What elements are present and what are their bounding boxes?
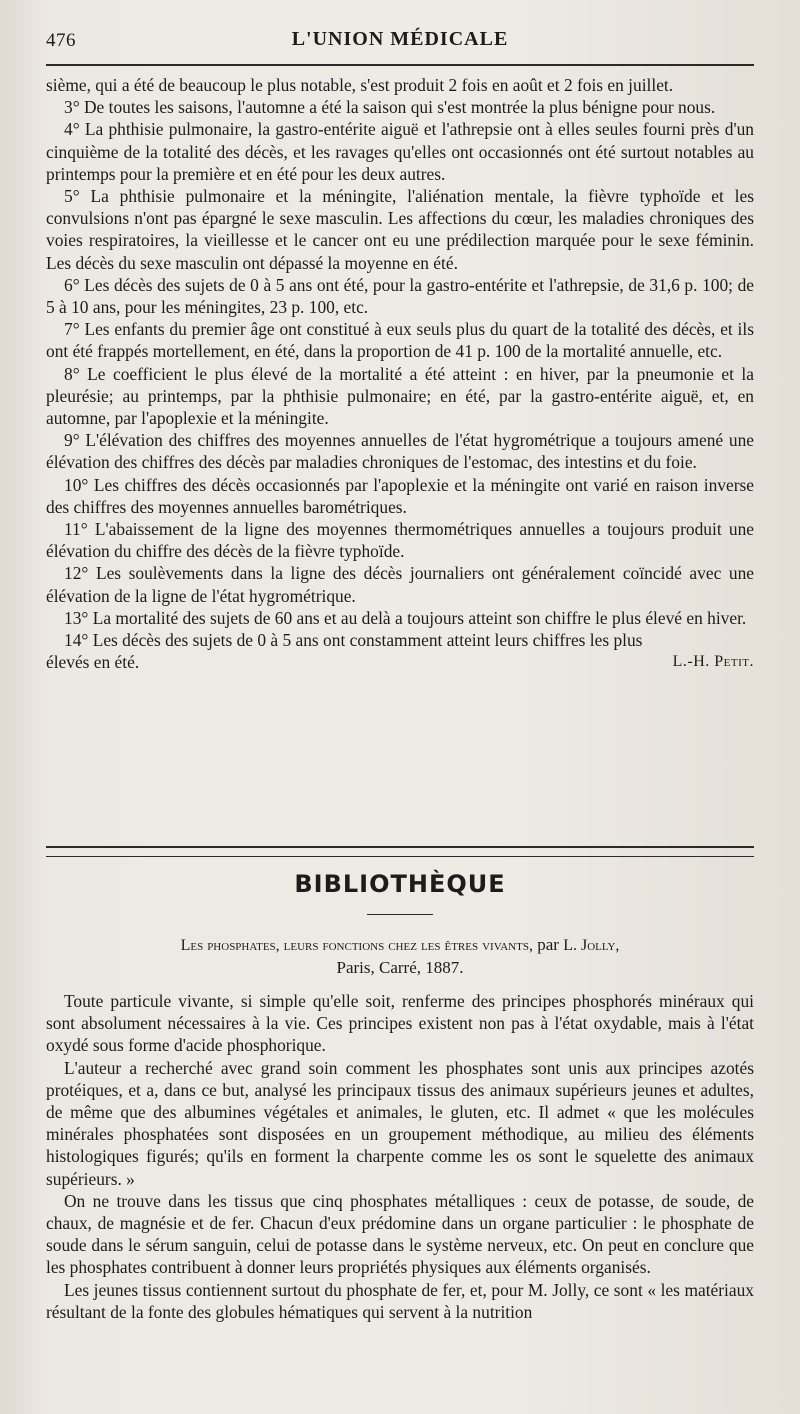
book-publication: Paris, Carré, 1887. xyxy=(336,958,464,977)
page-header xyxy=(46,24,754,56)
paragraph: 12° Les soulèvements dans la ligne des décès journaliers ont généralement coïncidé avec une élévation de la ligne de l'état hygrométrique. xyxy=(46,563,754,606)
paragraph: 9° L'élévation des chiffres des moyennes annuelles de l'état hygrométrique a toujours amené une élévation des chiffres des décès par maladies chroniques de l'estomac, des intestins et du foie. xyxy=(46,430,754,473)
header-rule xyxy=(46,64,754,66)
paragraph: 7° Les enfants du premier âge ont constitué à eux seuls plus du quart de la totalité des décès, et ils ont été frappés mortellement, en été, dans la proportion de 41 p. 100 de la mortalité annuelle, etc. xyxy=(46,319,754,362)
book-author: L. Jolly, xyxy=(563,937,620,954)
conclusions-section xyxy=(46,74,754,673)
book-reference xyxy=(46,934,754,979)
book-by: par xyxy=(537,935,559,954)
paragraph: 8° Le coefficient le plus élevé de la mortalité a été atteint : en hiver, par la pneumonie et la pleurésie; au printemps, par la phthisie pulmonaire; en été, par la gastro-entérite aiguë, et, en automne, par l'apoplexie et la méningite. xyxy=(46,363,754,429)
author-signature: L.-H. Petit. xyxy=(672,653,754,671)
title-underline xyxy=(367,914,433,915)
review-section xyxy=(46,990,754,1323)
paragraph: 10° Les chiffres des décès occasionnés par l'apoplexie et la méningite ont varié en raison inverse des chiffres des moyennes annuelles barométriques. xyxy=(46,474,754,517)
paragraph: L'auteur a recherché avec grand soin comment les phosphates sont unis aux principes azotés protéiques, et a, dans ce but, analysé les principaux tissus des animaux supérieurs jeunes et adultes, de même que des albumines végétales et animales, le gluten, etc. Il admet « que les molécules minérales phosphatées sont disposées en un groupement méthodique, au milieu des éléments histologiques figurés; qu'ils en forment la charpente comme les os sont le squelette des animaux supérieurs. » xyxy=(46,1057,754,1189)
closing-line xyxy=(46,651,754,673)
paragraph: Les jeunes tissus contiennent surtout du phosphate de fer, et, pour M. Jolly, ce sont « les matériaux résultant de la fonte des globules hématiques qui servent à la nutrition xyxy=(46,1279,754,1322)
book-title: Les phosphates, leurs fonctions chez les êtres vivants, xyxy=(180,937,533,954)
book-title-line xyxy=(46,934,754,957)
paragraph: 6° Les décès des sujets de 0 à 5 ans ont été, pour la gastro-entérite et l'athrepsie, de 31,6 p. 100; de 5 à 10 ans, pour les méningites, 23 p. 100, etc. xyxy=(46,274,754,318)
paragraph: 3° De toutes les saisons, l'automne a été la saison qui s'est montrée la plus bénigne pour nous. xyxy=(64,97,716,118)
closing-text: élevés en été. xyxy=(46,652,140,673)
paragraph: 13° La mortalité des sujets de 60 ans et au delà a toujours atteint son chiffre le plus élevé en hiver. xyxy=(64,607,747,628)
paragraph: 4° La phthisie pulmonaire, la gastro-entérite aiguë et l'athrepsie ont à elles seules fourni près d'un cinquième de la totalité des décès, et les ravages qu'elles ont occasionnés ont été surtout notables au printemps pour la première et en été pour les deux autres. xyxy=(46,119,754,184)
paragraph: 14° Les décès des sujets de 0 à 5 ans ont constamment atteint leurs chiffres les plus xyxy=(64,630,643,651)
paragraph: 5° La phthisie pulmonaire et la méningite, l'aliénation mentale, la fièvre typhoïde et les convulsions n'ont pas épargné le sexe masculin. Les affections du cœur, les maladies chroniques des voies respiratoires, la vieillesse et le cancer ont eu une prédilection marquée pour le sexe féminin. Les décès du sexe masculin ont dépassé la moyenne en été. xyxy=(46,186,754,273)
paragraph: 11° L'abaissement de la ligne des moyennes thermométriques annuelles a toujours produit une élévation du chiffre des décès de la fièvre typhoïde. xyxy=(46,519,754,562)
paragraph: sième, qui a été de beaucoup le plus notable, s'est produit 2 fois en août et 2 fois en juillet. xyxy=(46,75,674,95)
paragraph: Toute particule vivante, si simple qu'elle soit, renferme des principes phosphorés minéraux qui sont absolument nécessaires à la vie. Ces principes existent non pas à l'état oxydable, mais à l'état oxydé sous forme d'acide phosphorique. xyxy=(46,991,754,1056)
section-title: BIBLIOTHÈQUE xyxy=(294,870,506,898)
running-title: L'UNION MÉDICALE xyxy=(291,28,509,50)
page-number: 476 xyxy=(46,30,76,51)
paragraph: On ne trouve dans les tissus que cinq phosphates métalliques : ceux de potasse, de soude, de chaux, de magnésie et de fer. Chacun d'eux prédomine dans un organe particulier : le phosphate de soude dans le sérum sanguin, celui de potasse dans le système nerveux, etc. On peut en conclure que les phosphates contribuent à donner leurs propriétés physiques aux éléments organisés. xyxy=(46,1190,754,1278)
section-divider xyxy=(46,846,754,857)
